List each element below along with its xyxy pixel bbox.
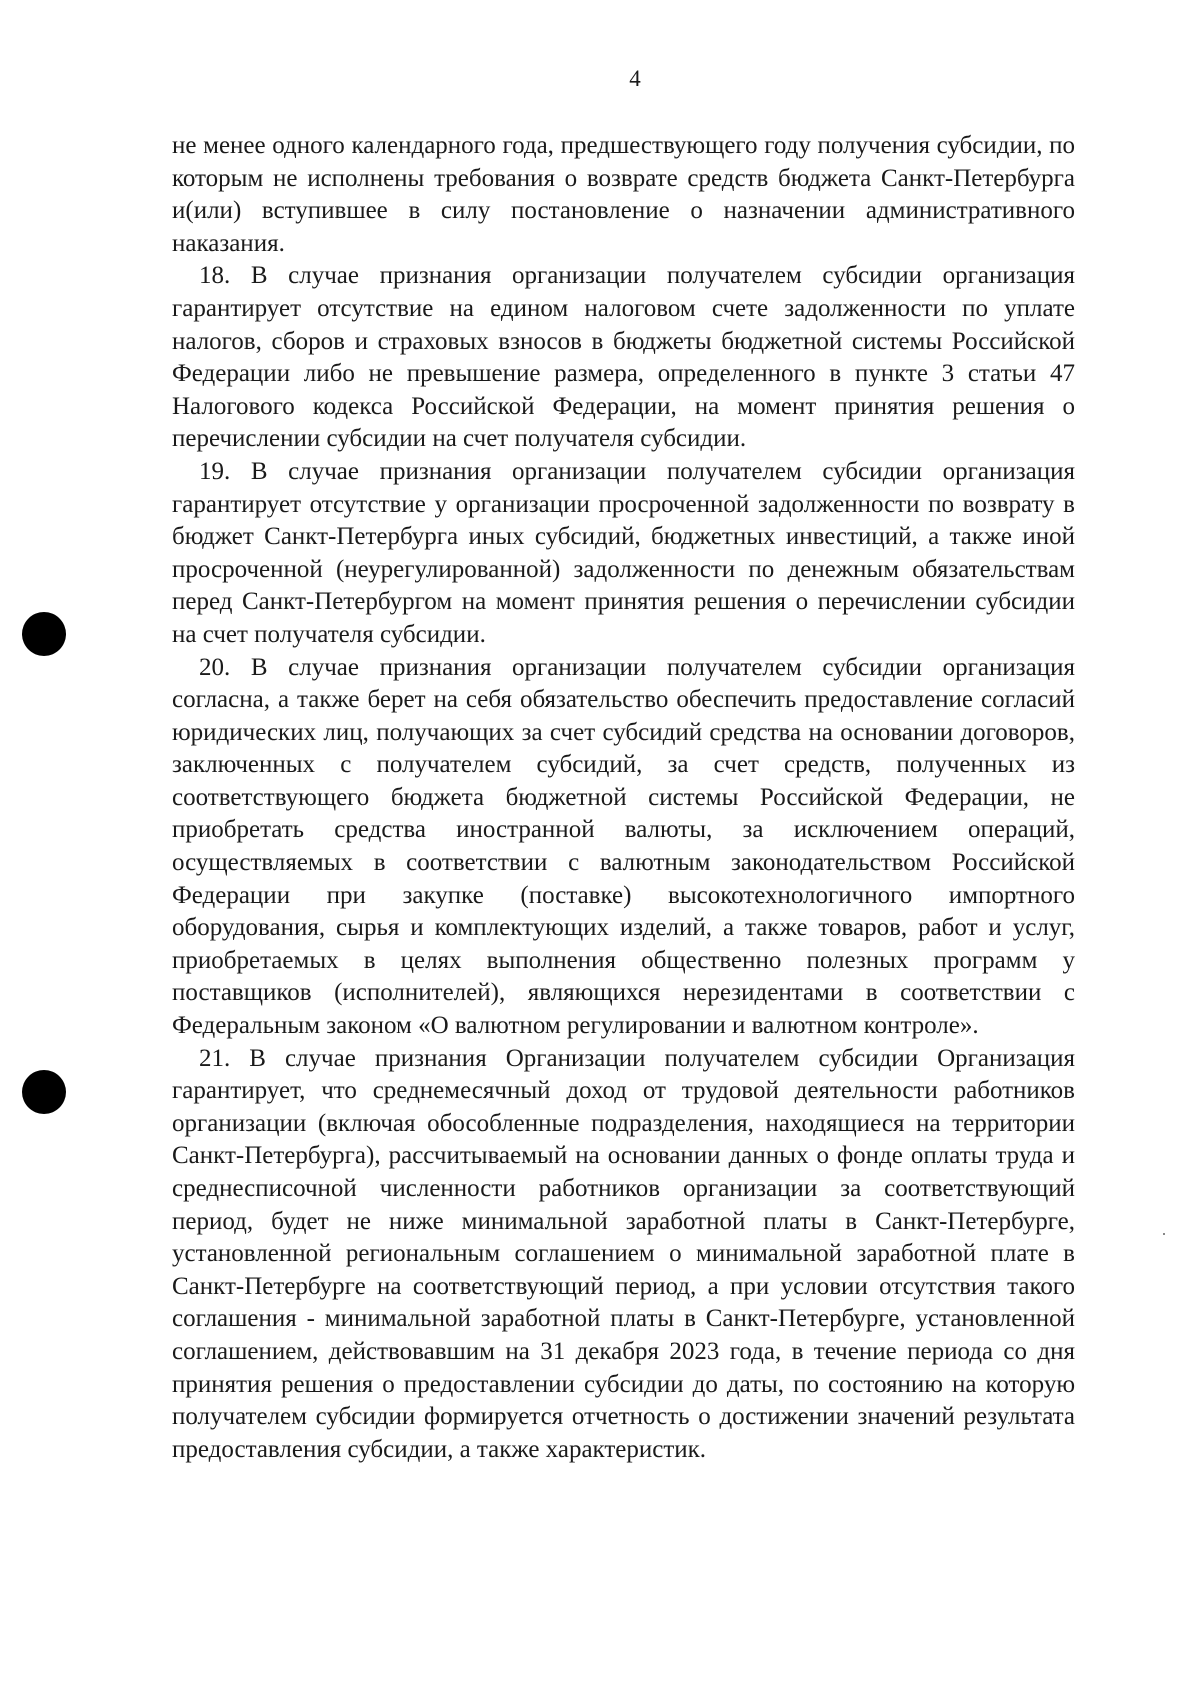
paragraph-20: 20. В случае признания организации получателем субсидии организация согласна, а также берет на себя обязательство обеспечить предоставление согласий юридических лиц, получающих за счет субсидий средства на основании договоров, заключенных с получателем субсидий, за счет средств, полученных из соответствующего бюджета бюджетной системы Российской Федерации, не приобретать средства иностранной валюты, за исключением операций, осуществляемых в соответствии с валютным законодательством Российской Федерации при закупке (поставке) высокотехнологичного импортного оборудования, сырья и комплектующих изделий, а также товаров, работ и услуг, приобретаемых в целях выполнения общественно полезных программ у поставщиков (исполнителей), являющихся нерезидентами в соответствии с Федеральным законом «О валютном регулировании и валютном контроле». <box>172 653 1075 1040</box>
punch-hole-bottom <box>22 1070 66 1114</box>
paragraph-19: 19. В случае признания организации получателем субсидии организация гарантирует отсутствие у организации просроченной задолженности по возврату в бюджет Санкт-Петербурга иных субсидий, бюджетных инвестиций, а также иной просроченной (неурегулированной) задолженности по денежным обязательствам перед Санкт-Петербургом на момент принятия решения о перечислении субсидии на счет получателя субсидии. <box>172 457 1075 648</box>
paragraph-continuation: не менее одного календарного года, предшествующего году получения субсидии, по которым не исполнены требования о возврате средств бюджета Санкт-Петербурга и(или) вступившее в силу постановление о назначении административного наказания. <box>172 132 1075 257</box>
document-body <box>172 130 1075 1466</box>
paragraph-21: 21. В случае признания Организации получателем субсидии Организация гарантирует, что среднемесячный доход от трудовой деятельности работников организации (включая обособленные подразделения, находящиеся на территории Санкт-Петербурга), рассчитываемый на основании данных о фонде оплаты труда и среднесписочной численности работников организации за соответствующий период, будет не ниже минимальной заработной платы в Санкт-Петербурге, установленной региональным соглашением о минимальной заработной плате в Санкт-Петербурге на соответствующий период, а при условии отсутствия такого соглашения - минимальной заработной платы в Санкт-Петербурге, установленной соглашением, действовавшим на 31 декабря 2023 года, в течение периода со дня принятия решения о предоставлении субсидии до даты, по состоянию на которую получателем субсидии формируется отчетность о достижении значений результата предоставления субсидии, а также характеристик. <box>172 1044 1075 1463</box>
page-number: 4 <box>629 66 641 91</box>
scan-speck <box>1163 1233 1165 1235</box>
punch-hole-top <box>22 612 66 656</box>
paragraph-18: 18. В случае признания организации получателем субсидии организация гарантирует отсутствие на едином налоговом счете задолженности по уплате налогов, сборов и страховых взносов в бюджеты бюджетной системы Российской Федерации либо не превышение размера, определенного в пункте 3 статьи 47 Налогового кодекса Российской Федерации, на момент принятия решения о перечислении субсидии на счет получателя субсидии. <box>172 262 1075 453</box>
